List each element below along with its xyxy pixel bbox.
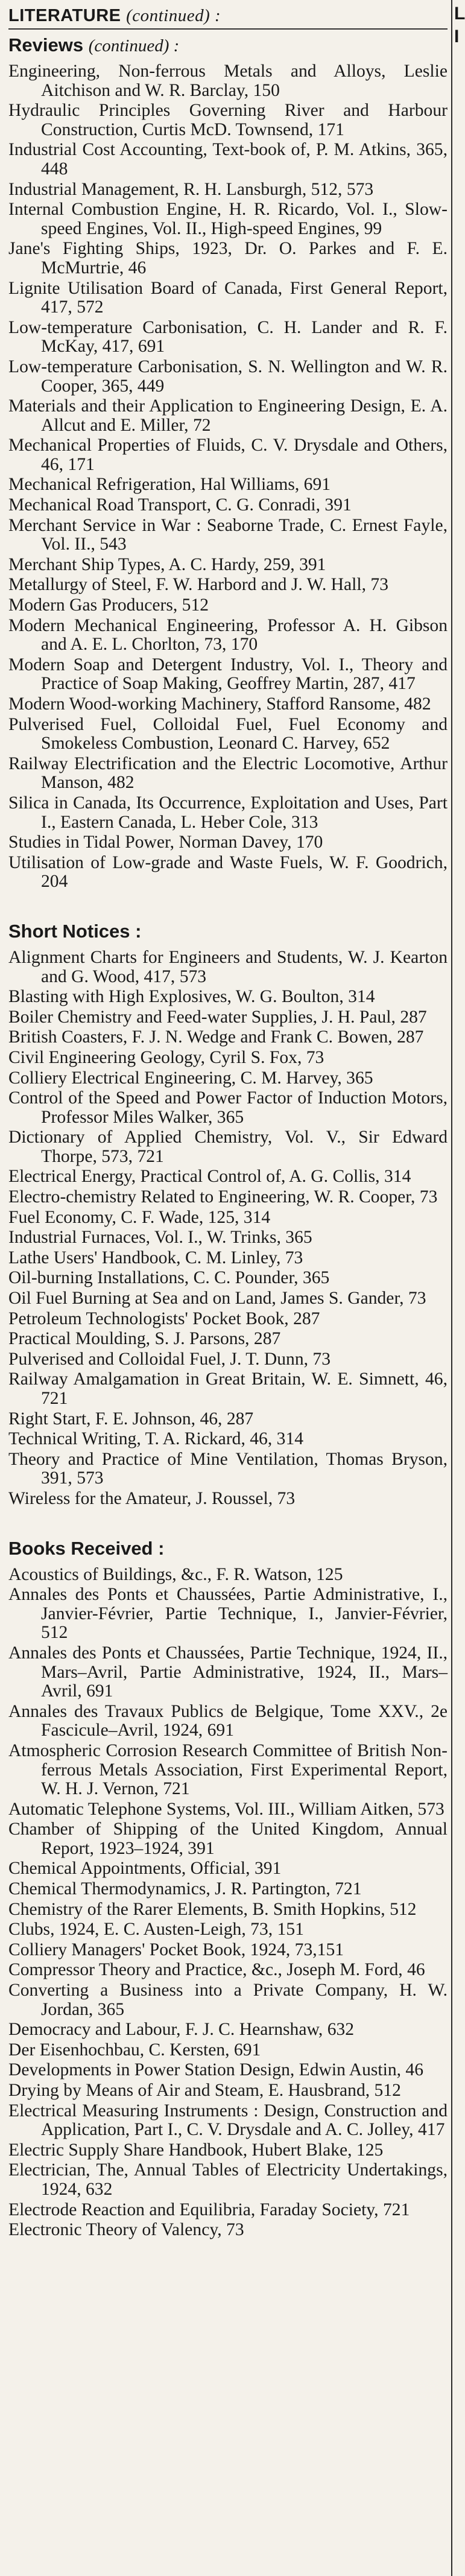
index-entry: Metallurgy of Steel, F. W. Harbord and J. W. Hall, 73 xyxy=(8,575,389,595)
gutter-letter: I xyxy=(454,27,460,46)
index-entry: Silica in Canada, Its Occurrence, Exploitation and Uses, Part I., Eastern Canada, L. Heber Cole, 313 xyxy=(8,793,448,832)
index-entry: Materials and their Application to Engineering Design, E. A. Allcut and E. Miller, 72 xyxy=(8,396,448,435)
index-entry: Pulverised and Colloidal Fuel, J. T. Dunn, 73 xyxy=(8,1349,331,1369)
index-entry: Industrial Furnaces, Vol. I., W. Trinks, 365 xyxy=(8,1228,312,1248)
index-entry: Right Start, F. E. Johnson, 46, 287 xyxy=(8,1409,254,1429)
index-entry: Low-temperature Carbonisation, C. H. Lander and R. F. McKay, 417, 691 xyxy=(8,317,448,357)
index-entry: Colliery Electrical Engineering, C. M. Harvey, 365 xyxy=(8,1068,373,1088)
entry-list-short-notices xyxy=(8,948,448,1509)
section-continued: (continued) : xyxy=(88,36,180,56)
index-entry: Lathe Users' Handbook, C. M. Linley, 73 xyxy=(8,1248,303,1267)
index-entry: Lignite Utilisation Board of Canada, First General Report, 417, 572 xyxy=(8,278,448,317)
entry-list-reviews xyxy=(8,62,448,892)
index-entry: Civil Engineering Geology, Cyril S. Fox, 73 xyxy=(8,1047,324,1067)
index-entry: Petroleum Technologists' Pocket Book, 287 xyxy=(8,1309,320,1328)
index-entry: Mechanical Properties of Fluids, C. V. Drysdale and Others, 46, 171 xyxy=(8,436,448,474)
index-entry: Alignment Charts for Engineers and Students, W. J. Kearton and G. Wood, 417, 573 xyxy=(8,947,448,986)
index-entry: Wireless for the Amateur, J. Roussel, 73 xyxy=(8,1488,296,1508)
index-entry: Control of the Speed and Power Factor of Induction Motors, Professor Miles Walker, 365 xyxy=(8,1088,448,1127)
index-entry: Electrode Reaction and Equilibria, Faraday Society, 721 xyxy=(8,2200,410,2219)
index-entry: Hydraulic Principles Governing River and Harbour Construction, Curtis McD. Townsend, 171 xyxy=(8,101,448,139)
index-entry: Theory and Practice of Mine Ventilation, Thomas Bryson, 391, 573 xyxy=(8,1449,448,1488)
entry-list-books-received xyxy=(8,1566,448,2240)
index-entry: Pulverised Fuel, Colloidal Fuel, Fuel Economy and Smokeless Combustion, Leonard C. Harvey, 652 xyxy=(8,714,448,753)
index-entry: Clubs, 1924, E. C. Austen-Leigh, 73, 151 xyxy=(8,1920,304,1940)
index-entry: Mechanical Road Transport, C. G. Conradi, 391 xyxy=(8,495,352,515)
index-entry: Oil Fuel Burning at Sea and on Land, James S. Gander, 73 xyxy=(8,1289,426,1309)
section-title: Short Notices : xyxy=(8,920,142,942)
running-head-continued: (continued) : xyxy=(126,6,221,25)
index-entry: Mechanical Refrigeration, Hal Williams, 691 xyxy=(8,475,331,495)
index-entry: Acoustics of Buildings, &c., F. R. Watson, 125 xyxy=(8,1564,343,1584)
section-title: Reviews xyxy=(8,34,84,56)
index-entry: Blasting with High Explosives, W. G. Boulton, 314 xyxy=(8,987,375,1007)
index-entry: Chemistry of the Rarer Elements, B. Smith Hopkins, 512 xyxy=(8,1899,417,1919)
index-entry: Electrical Measuring Instruments : Design, Construction and Application, Part I., C. V. Drysdale and A. C. Jolley, 417 xyxy=(8,2101,448,2140)
index-entry: Chemical Thermodynamics, J. R. Partington, 721 xyxy=(8,1879,362,1899)
index-entry: Electrical Energy, Practical Control of, A. G. Collis, 314 xyxy=(8,1167,411,1187)
index-entry: Annales des Travaux Publics de Belgique, Tome XXV., 2e Fascicule–Avril, 1924, 691 xyxy=(8,1701,448,1740)
index-entry: Democracy and Labour, F. J. C. Hearnshaw, 632 xyxy=(8,2020,355,2040)
index-entry: Engineering, Non-ferrous Metals and Alloys, Leslie Aitchison and W. R. Barclay, 150 xyxy=(8,62,448,100)
index-entry: Developments in Power Station Design, Edwin Austin, 46 xyxy=(8,2060,424,2080)
index-entry: Compressor Theory and Practice, &c., Joseph M. Ford, 46 xyxy=(8,1960,425,1980)
index-entry: Dictionary of Applied Chemistry, Vol. V., Sir Edward Thorpe, 573, 721 xyxy=(8,1128,448,1166)
index-entry: Converting a Business into a Private Company, H. W. Jordan, 365 xyxy=(8,1981,448,2019)
section-heading-reviews xyxy=(8,34,448,56)
index-entry: Electric Supply Share Handbook, Hubert Blake, 125 xyxy=(8,2140,384,2160)
index-entry: Colliery Managers' Pocket Book, 1924, 73,151 xyxy=(8,1940,344,1959)
index-entry: Fuel Economy, C. F. Wade, 125, 314 xyxy=(8,1207,271,1227)
adjacent-column-edge xyxy=(451,0,465,2576)
index-entry: Oil-burning Installations, C. C. Pounder, 365 xyxy=(8,1268,330,1288)
index-entry: Drying by Means of Air and Steam, E. Hausbrand, 512 xyxy=(8,2081,401,2100)
index-entry: Studies in Tidal Power, Norman Davey, 170 xyxy=(8,833,323,852)
index-entry: Electrician, The, Annual Tables of Electricity Undertakings, 1924, 632 xyxy=(8,2160,448,2199)
index-entry: Boiler Chemistry and Feed-water Supplies, J. H. Paul, 287 xyxy=(8,1007,427,1027)
running-head-title: LITERATURE xyxy=(8,6,121,25)
index-entry: Modern Mechanical Engineering, Professor A. H. Gibson and A. E. L. Chorlton, 73, 170 xyxy=(8,615,448,655)
index-entry: Jane's Fighting Ships, 1923, Dr. O. Parkes and F. E. McMurtrie, 46 xyxy=(8,239,448,278)
index-entry: Internal Combustion Engine, H. R. Ricardo, Vol. I., Slow-speed Engines, Vol. II., High-speed Engines, 99 xyxy=(8,200,448,238)
running-head xyxy=(8,6,448,30)
index-column xyxy=(8,6,448,2241)
gutter-letter: L xyxy=(454,4,465,24)
index-entry: Industrial Management, R. H. Lansburgh, 512, 573 xyxy=(8,179,374,199)
index-entry: Railway Electrification and the Electric Locomotive, Arthur Manson, 482 xyxy=(8,753,448,793)
index-entry: British Coasters, F. J. N. Wedge and Frank C. Bowen, 287 xyxy=(8,1027,424,1047)
index-entry: Merchant Ship Types, A. C. Hardy, 259, 391 xyxy=(8,554,326,574)
section-title: Books Received : xyxy=(8,1537,165,1559)
index-entry: Modern Wood-working Machinery, Stafford Ransome, 482 xyxy=(8,694,431,714)
index-entry: Low-temperature Carbonisation, S. N. Wellington and W. R. Cooper, 365, 449 xyxy=(8,357,448,396)
index-entry: Atmospheric Corrosion Research Committee of British Non-ferrous Metals Association, First Experimental Report, W. H. J. Vernon, 721 xyxy=(8,1740,448,1799)
index-entry: Der Eisenhochbau, C. Kersten, 691 xyxy=(8,2040,261,2060)
index-entry: Chamber of Shipping of the United Kingdom, Annual Report, 1923–1924, 391 xyxy=(8,1819,448,1858)
index-entry: Practical Moulding, S. J. Parsons, 287 xyxy=(8,1329,281,1349)
index-entry: Utilisation of Low-grade and Waste Fuels, W. F. Goodrich, 204 xyxy=(8,852,448,892)
index-entry: Annales des Ponts et Chaussées, Partie Technique, 1924, II., Mars–Avril, Partie Administrative, 1924, II., Mars–Avril, 691 xyxy=(8,1643,448,1701)
section-heading-books-received xyxy=(8,1538,448,1559)
index-entry: Annales des Ponts et Chaussées, Partie Administrative, I., Janvier-Février, Partie Technique, I., Janvier-Février, 512 xyxy=(8,1585,448,1643)
index-entry: Railway Amalgamation in Great Britain, W. E. Simnett, 46, 721 xyxy=(8,1369,448,1408)
index-entry: Chemical Appointments, Official, 391 xyxy=(8,1859,282,1879)
index-entry: Modern Gas Producers, 512 xyxy=(8,595,209,615)
index-entry: Modern Soap and Detergent Industry, Vol. I., Theory and Practice of Soap Making, Geoffrey Martin, 287, 417 xyxy=(8,655,448,694)
index-entry: Electronic Theory of Valency, 73 xyxy=(8,2220,244,2240)
section-heading-short-notices xyxy=(8,921,448,942)
sections-container xyxy=(8,34,448,2240)
index-entry: Technical Writing, T. A. Rickard, 46, 314 xyxy=(8,1429,304,1449)
index-entry: Merchant Service in War : Seaborne Trade, C. Ernest Fayle, Vol. II., 543 xyxy=(8,515,448,554)
index-entry: Industrial Cost Accounting, Text-book of, P. M. Atkins, 365, 448 xyxy=(8,140,448,179)
index-entry: Electro-chemistry Related to Engineering, W. R. Cooper, 73 xyxy=(8,1187,438,1207)
index-entry: Automatic Telephone Systems, Vol. III., William Aitken, 573 xyxy=(8,1799,444,1819)
